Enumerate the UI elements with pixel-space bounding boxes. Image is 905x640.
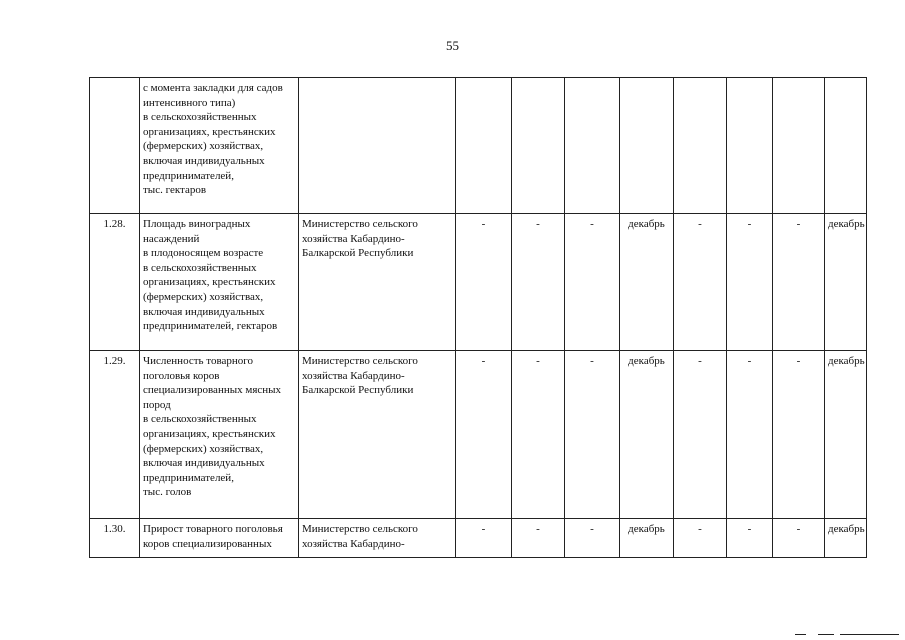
table-row <box>90 351 867 519</box>
indicator-line: (фермерских) хозяйствах, <box>143 290 264 303</box>
indicator-line: тыс. голов <box>143 486 192 499</box>
deadline-month-cell: декабрь <box>620 351 674 519</box>
indicator-line: насаждений <box>143 232 200 245</box>
responsible-executor <box>299 519 456 558</box>
indicator-line: в сельскохозяйственных <box>143 261 257 274</box>
indicator-line: предпринимателей, <box>143 169 234 182</box>
footer-rule <box>818 634 834 635</box>
deadline-cell: - <box>456 519 512 558</box>
deadline-cell: - <box>456 351 512 519</box>
responsible-executor <box>299 351 456 519</box>
deadline-cell <box>565 78 620 214</box>
indicator-line: в сельскохозяйственных <box>143 413 257 426</box>
executor-line: хозяйства Кабардино- <box>302 369 405 382</box>
row-number: 1.28. <box>90 214 140 351</box>
footer-rule <box>795 634 806 635</box>
deadline-cell: - <box>565 351 620 519</box>
indicator-line: Площадь виноградных <box>143 218 251 230</box>
executor-line: хозяйства Кабардино- <box>302 232 405 245</box>
deadline-cell: - <box>727 519 773 558</box>
deadline-cell: - <box>565 519 620 558</box>
deadline-cell: - <box>512 351 565 519</box>
indicator-line: пород <box>143 398 171 411</box>
indicator-line: организациях, крестьянских <box>143 427 276 440</box>
deadline-cell <box>674 78 727 214</box>
indicator-name <box>140 214 299 351</box>
row-number: 1.29. <box>90 351 140 519</box>
deadline-month-cell: декабрь <box>825 519 867 558</box>
deadline-cell <box>773 78 825 214</box>
deadline-cell <box>825 78 867 214</box>
table-body <box>90 78 867 558</box>
indicator-line: включая индивидуальных <box>143 457 265 470</box>
deadline-cell: - <box>727 214 773 351</box>
deadline-month-cell: декабрь <box>825 351 867 519</box>
indicator-line: тыс. гектаров <box>143 184 207 197</box>
indicator-line: включая индивидуальных <box>143 154 265 167</box>
deadline-cell <box>620 78 674 214</box>
indicator-line: (фермерских) хозяйствах, <box>143 442 264 455</box>
deadline-cell: - <box>773 214 825 351</box>
indicator-line: предпринимателей, <box>143 471 234 484</box>
indicator-line: (фермерских) хозяйствах, <box>143 140 264 153</box>
deadline-cell: - <box>674 351 727 519</box>
executor-line: Министерство сельского <box>302 218 418 230</box>
indicator-line: организациях, крестьянских <box>143 276 276 289</box>
footer-rule <box>840 634 899 635</box>
deadline-month-cell: декабрь <box>620 214 674 351</box>
deadline-cell: - <box>512 214 565 351</box>
responsible-executor <box>299 214 456 351</box>
deadline-cell <box>512 78 565 214</box>
deadline-cell <box>727 78 773 214</box>
deadline-cell: - <box>773 519 825 558</box>
row-number <box>90 78 140 214</box>
deadline-cell: - <box>674 214 727 351</box>
executor-line: хозяйства Кабардино- <box>302 537 405 550</box>
executor-line: Министерство сельского <box>302 355 418 367</box>
table-row <box>90 78 867 214</box>
deadline-cell: - <box>773 351 825 519</box>
indicator-line: поголовья коров <box>143 369 220 382</box>
indicator-line: в сельскохозяйственных <box>143 111 257 124</box>
indicator-line: специализированных мясных <box>143 384 282 397</box>
indicator-name <box>140 519 299 558</box>
indicator-line: Численность товарного <box>143 355 254 367</box>
deadline-cell: - <box>674 519 727 558</box>
deadline-cell: - <box>565 214 620 351</box>
indicator-line: предпринимателей, гектаров <box>143 320 278 333</box>
deadline-cell: - <box>512 519 565 558</box>
table-row <box>90 214 867 351</box>
indicator-name <box>140 351 299 519</box>
deadline-cell: - <box>456 214 512 351</box>
executor-line: Министерство сельского <box>302 523 418 535</box>
responsible-executor <box>299 78 456 214</box>
deadline-month-cell: декабрь <box>825 214 867 351</box>
table-row <box>90 519 867 558</box>
page-number: 55 <box>446 38 459 53</box>
indicator-line: коров специализированных <box>143 537 272 550</box>
indicator-line: организациях, крестьянских <box>143 125 276 138</box>
deadline-cell: - <box>727 351 773 519</box>
indicators-table <box>89 77 867 558</box>
indicator-line: Прирост товарного поголовья <box>143 523 283 535</box>
deadline-cell <box>456 78 512 214</box>
indicator-line: включая индивидуальных <box>143 305 265 318</box>
deadline-month-cell: декабрь <box>620 519 674 558</box>
indicator-line: интенсивного типа) <box>143 96 236 109</box>
executor-line: Балкарской Республики <box>302 384 414 397</box>
indicator-line: в плодоносящем возрасте <box>143 247 264 260</box>
row-number: 1.30. <box>90 519 140 558</box>
executor-line: Балкарской Республики <box>302 247 414 260</box>
indicator-name <box>140 78 299 214</box>
indicator-line: с момента закладки для садов <box>143 82 283 94</box>
